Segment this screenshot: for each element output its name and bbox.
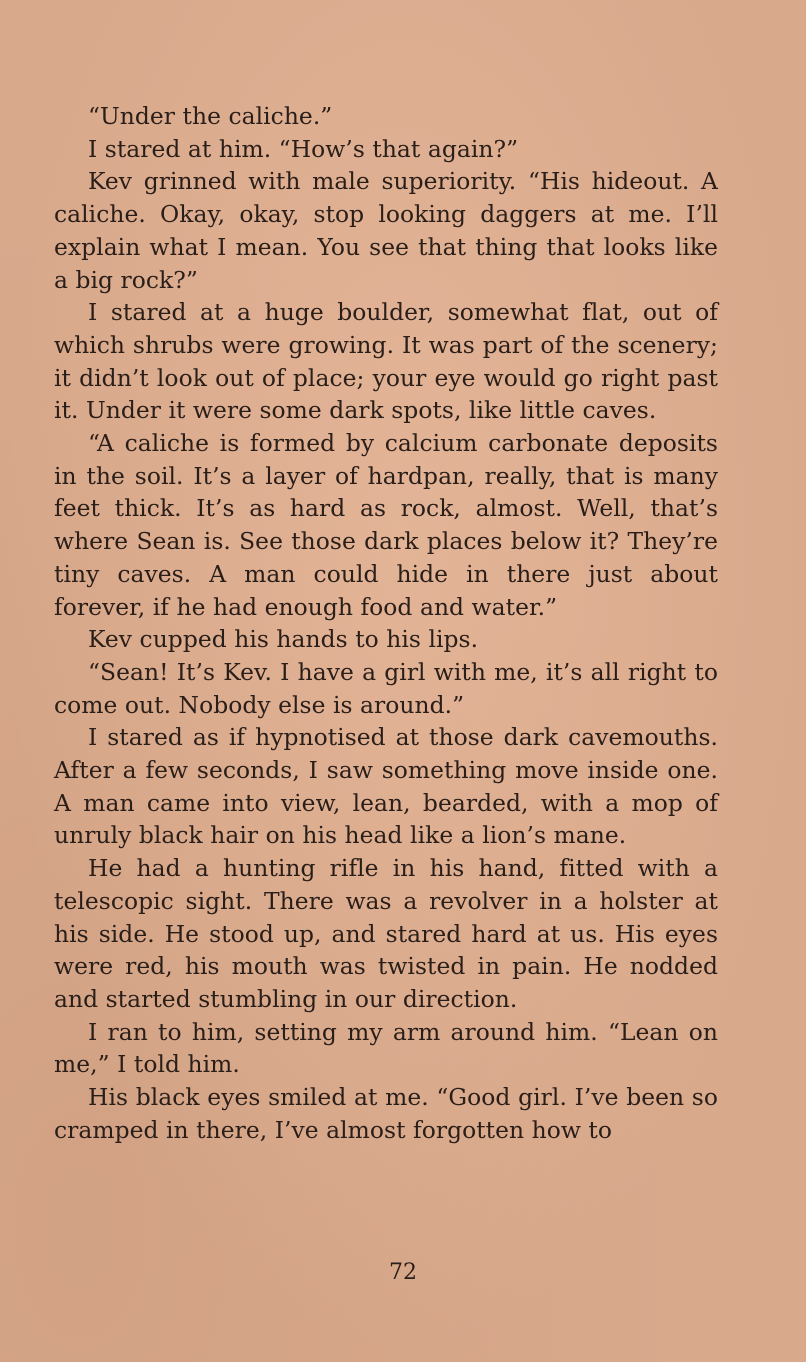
paragraph: “A caliche is formed by calcium carbonate deposits in the soil. It’s a layer of hardpan, really, that is many feet thick. It’s as hard as rock, almost. Well, that’s where Sean is. See those dark places below it? They’re tiny caves. A man could hide in there just about forever, if he had enough food and water.” bbox=[54, 429, 718, 621]
paragraph: “Under the caliche.” bbox=[88, 102, 333, 130]
paragraph: His black eyes smiled at me. “Good girl. I’ve been so cramped in there, I’ve almost forgotten how to bbox=[54, 1083, 718, 1144]
paragraph: I ran to him, setting my arm around him. “Lean on me,” I told him. bbox=[54, 1017, 718, 1079]
paragraph: I stared at a huge boulder, somewhat flat, out of which shrubs were growing. It was part of the scenery; it didn’t look out of place; your eye would go right past it. Under it were some dark spots, like little caves. bbox=[54, 298, 718, 425]
page-number: 72 bbox=[389, 1260, 417, 1285]
paragraph: “Sean! It’s Kev. I have a girl with me, it’s all right to come out. Nobody else is around.” bbox=[54, 657, 718, 719]
paragraph: Kev grinned with male superiority. “His hideout. A caliche. Okay, okay, stop looking daggers at me. I’ll explain what I mean. You see that thing that looks like a big rock?” bbox=[54, 167, 718, 294]
paragraph: I stared as if hypnotised at those dark cavemouths. After a few seconds, I saw something move inside one. A man came into view, lean, bearded, with a mop of unruly black hair on his head like a lion’s mane. bbox=[54, 723, 718, 850]
paragraph: He had a hunting rifle in his hand, fitted with a telescopic sight. There was a revolver in a holster at his side. He stood up, and stared hard at us. His eyes were red, his mouth was twisted in pain. He nodded and started stumbling in our direction. bbox=[54, 854, 718, 1013]
body-text bbox=[54, 100, 718, 1147]
paragraph: I stared at him. “How’s that again?” bbox=[88, 134, 519, 163]
paragraph: Kev cupped his hands to his lips. bbox=[88, 625, 479, 654]
